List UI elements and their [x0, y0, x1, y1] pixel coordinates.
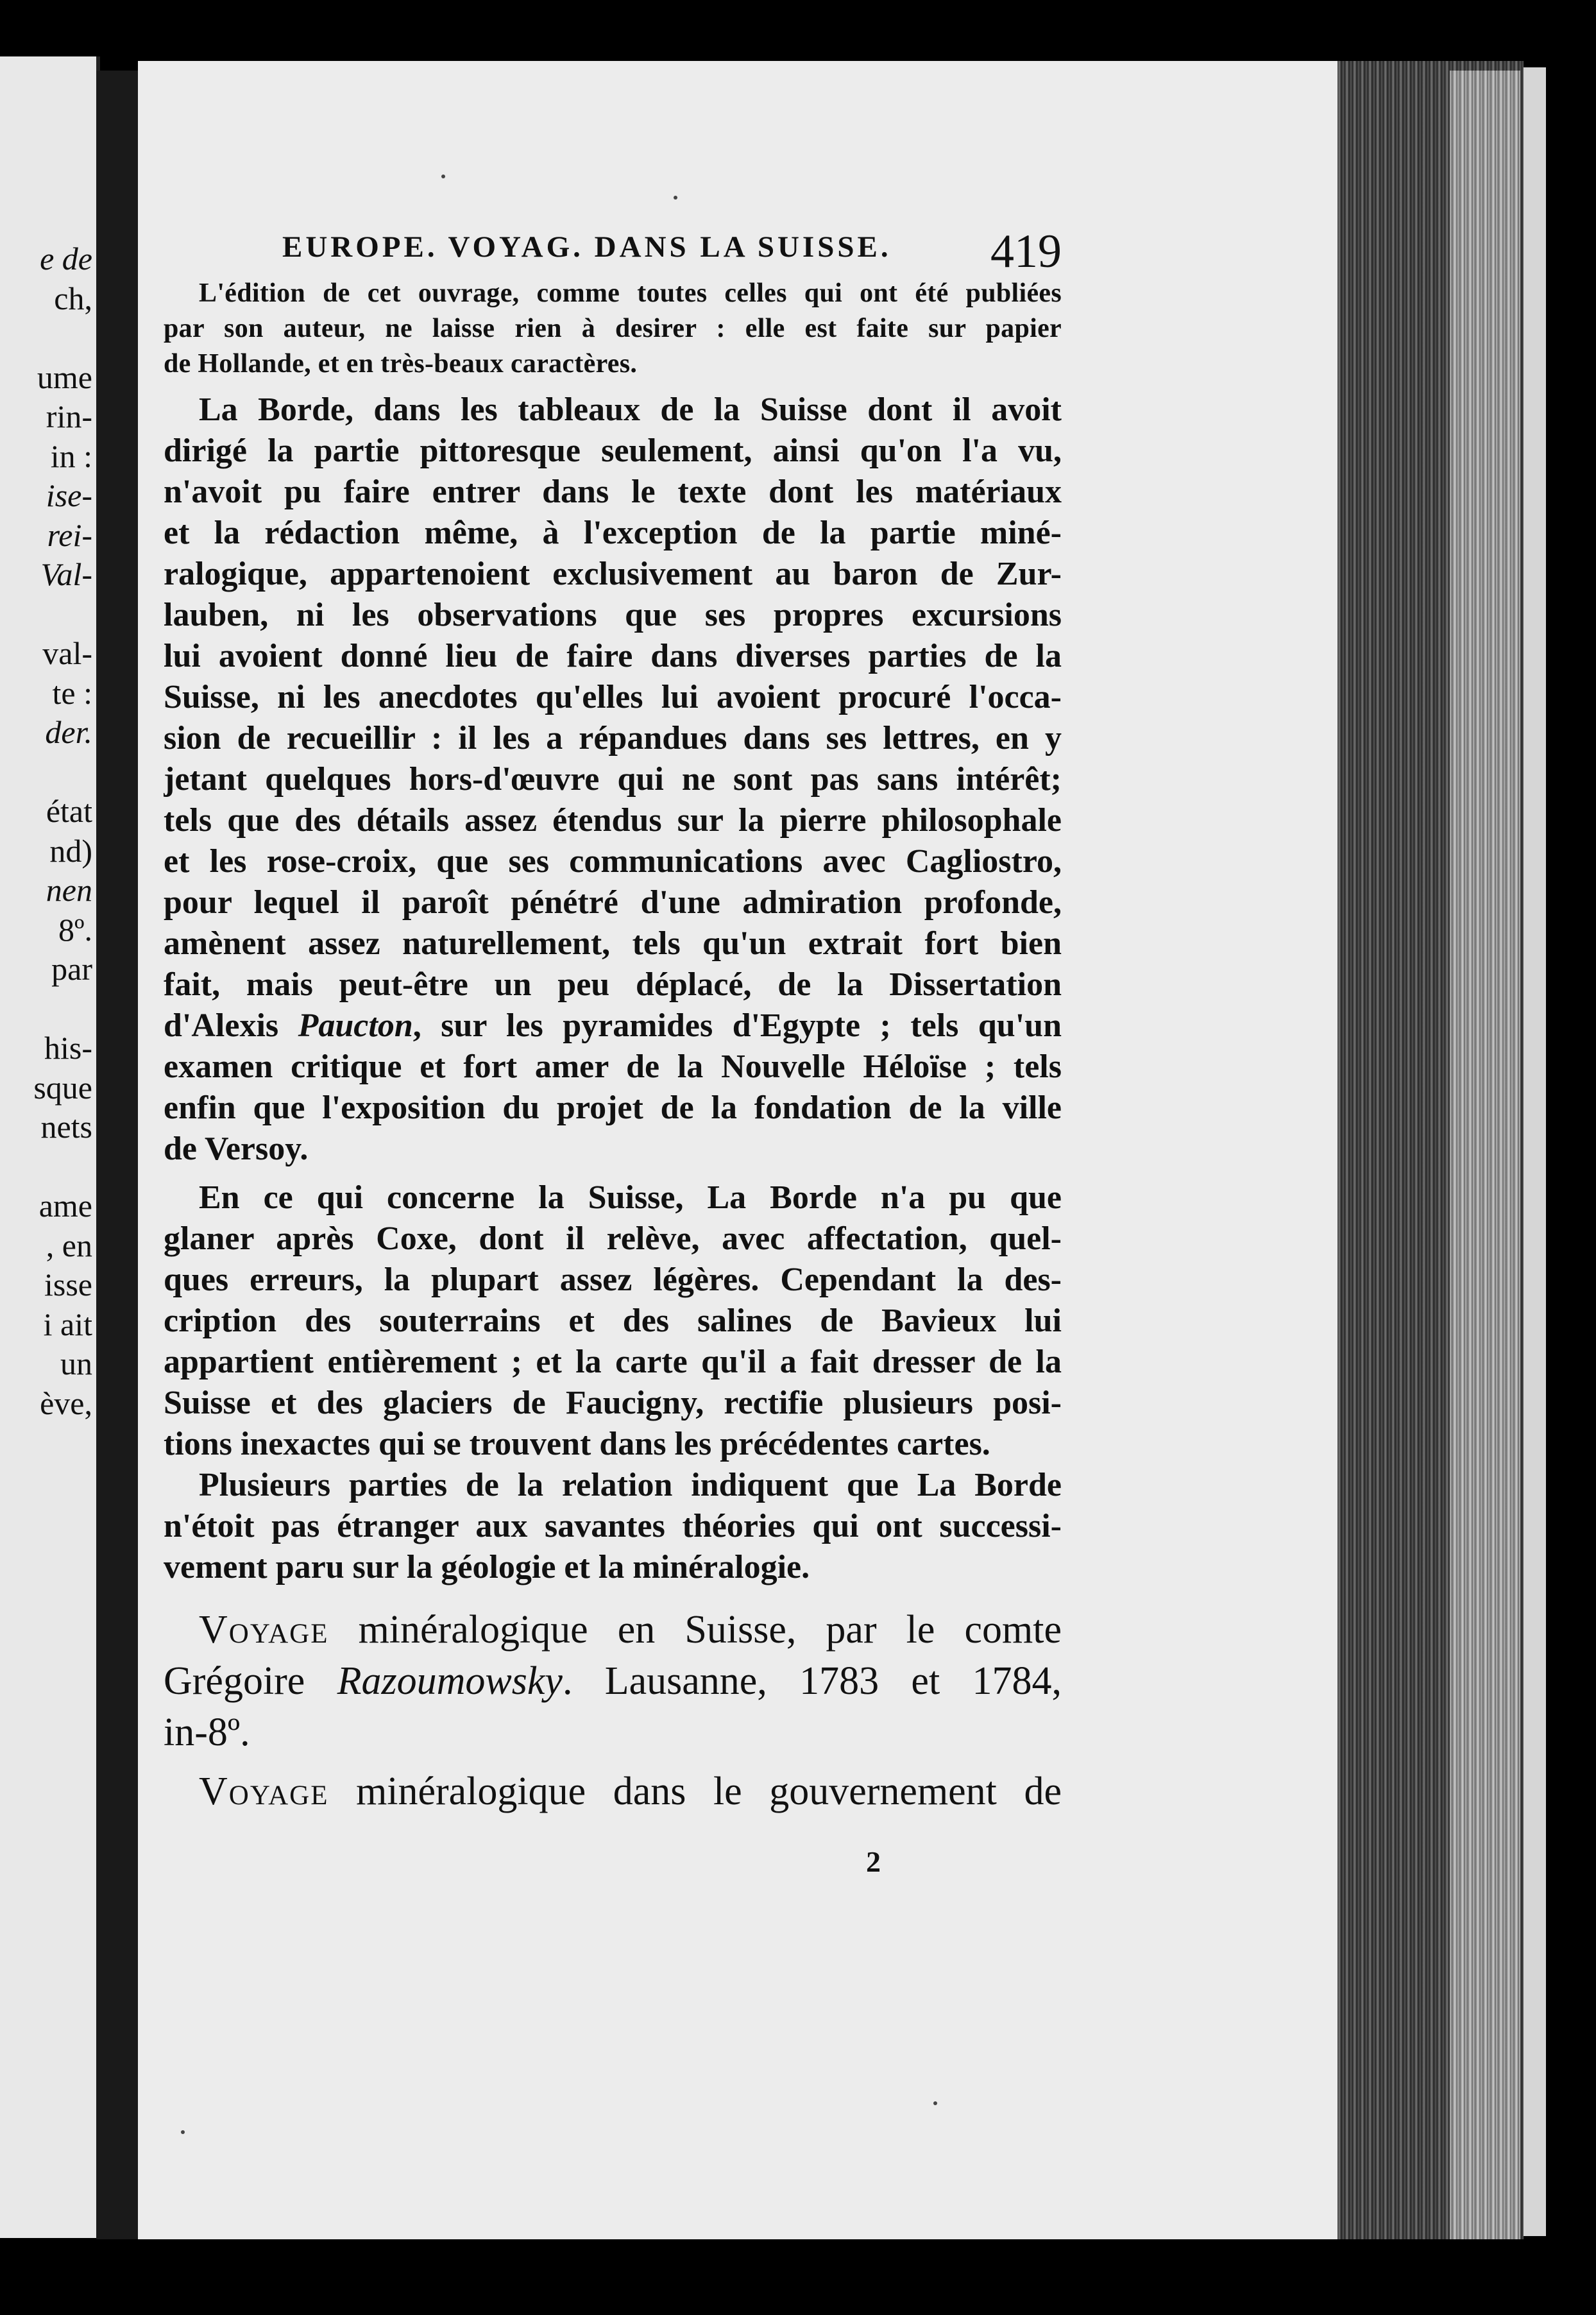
entry-razoumowsky-line2: Grégoire Razoumowsky. Lausanne, 1783 et 1784,: [164, 1659, 1062, 1703]
paragraph-la-borde: [164, 389, 1062, 1005]
left-page-fragment: der.: [45, 714, 92, 750]
left-page-fragment: rei-: [47, 517, 92, 553]
page-number: 419: [990, 225, 1062, 278]
text-line: jetant quelques hors-d'œuvre qui ne sont pas sans intérêt;: [164, 761, 1062, 798]
voyage-smallcaps: Voyage: [199, 1770, 329, 1813]
text-line: glaner après Coxe, dont il relève, avec affectation, quel-: [164, 1220, 1062, 1257]
text-line: En ce qui concerne la Suisse, La Borde n'a pu que: [199, 1179, 1062, 1216]
left-page-fragment: 8º.: [58, 911, 92, 948]
text-line: lui avoient donné lieu de faire dans diverses parties de la: [164, 638, 1062, 674]
text-line: enfin que l'exposition du projet de la fondation de la ville: [164, 1089, 1062, 1126]
left-page-fragment: ch,: [54, 280, 92, 316]
text-line: L'édition de cet ouvrage, comme toutes celles qui ont été publiées: [199, 278, 1062, 308]
left-page-fragment: état: [46, 793, 92, 829]
text-line: ques erreurs, la plupart assez légères. Cependant la des-: [164, 1261, 1062, 1298]
text-line: de Versoy.: [164, 1131, 309, 1167]
text-line: La Borde, dans les tableaux de la Suisse dont il avoit: [199, 391, 1062, 428]
text-line: de Hollande, et en très-beaux caractères.: [164, 349, 638, 379]
text-line: tels que des détails assez étendus sur la pierre philosophale: [164, 802, 1062, 839]
author-name-paucton: Paucton: [298, 1007, 413, 1044]
text-line-alexis: d'Alexis Paucton, sur les pyramides d'Egypte ; tels qu'un: [164, 1007, 1062, 1044]
left-page-fragment: his-: [44, 1030, 92, 1066]
running-head: EUROPE. VOYAG. DANS LA SUISSE.: [282, 230, 892, 264]
left-page-fragment: val-: [42, 635, 92, 671]
book-cover-edge: [1524, 67, 1546, 2236]
text-line: vement paru sur la géologie et la minéralogie.: [164, 1549, 810, 1585]
paper-speck: [674, 196, 677, 200]
author-name-razoumowsky: Razoumowsky: [337, 1659, 563, 1703]
left-page-fragment: ise-: [46, 477, 92, 513]
left-page-fragment: Val-: [40, 556, 92, 592]
left-page-fragment: i ait: [43, 1306, 92, 1342]
text-line: Suisse, ni les anecdotes qu'elles lui avoient procuré l'occa-: [164, 679, 1062, 715]
signature-mark: 2: [866, 1845, 881, 1878]
entry-razoumowsky-line3: in-8º.: [164, 1711, 250, 1754]
paragraph-suisse: [164, 1177, 1062, 1465]
left-page-fragment: sque: [33, 1069, 92, 1106]
entry-razoumowsky-line1: Voyage minéralogique en Suisse, par le comte: [199, 1608, 1062, 1652]
paper-speck: [441, 175, 445, 178]
text-line: examen critique et fort amer de la Nouvelle Héloïse ; tels: [164, 1048, 1062, 1085]
left-page-fragment: ume: [37, 359, 92, 395]
text-line: cription des souterrains et des salines de Bavieux lui: [164, 1303, 1062, 1339]
text-line: n'avoit pu faire entrer dans le texte dont les matériaux: [164, 474, 1062, 510]
book-gutter: [96, 71, 138, 2239]
left-page-fragment: te :: [52, 674, 92, 711]
left-page-fragment: un: [60, 1345, 92, 1381]
entry-gouvernement-line1: Voyage minéralogique dans le gouvernement de: [199, 1770, 1062, 1813]
text-line: pour lequel il paroît pénétré d'une admiration profonde,: [164, 884, 1062, 921]
text-line: ralogique, appartenoient exclusivement au baron de Zur-: [164, 556, 1062, 592]
text-line: fait, mais peut-être un peu déplacé, de la Dissertation: [164, 966, 1062, 1003]
text-line: par son auteur, ne laisse rien à desirer : elle est faite sur papier: [164, 314, 1062, 343]
text-line: et les rose-croix, que ses communications avec Cagliostro,: [164, 843, 1062, 880]
left-page-fragment: in :: [50, 438, 92, 474]
text-line: appartient entièrement ; et la carte qu'il a fait dresser de la: [164, 1344, 1062, 1380]
page-edges-light: [1450, 71, 1520, 2239]
paragraph-geologie: [164, 1465, 1062, 1588]
paper-speck: [181, 2130, 185, 2134]
left-page-fragment: par: [51, 951, 92, 987]
left-page-fragment: nen: [46, 872, 92, 908]
page-body: [164, 276, 1062, 1817]
left-page-fragment: e de: [40, 241, 92, 277]
text-line: sion de recueillir : il les a répandues dans ses lettres, en y: [164, 720, 1062, 756]
left-page-fragment: nd): [49, 832, 92, 869]
left-page-fragment: , en: [46, 1227, 92, 1263]
paragraph-la-borde-end: [164, 1046, 1062, 1170]
text-line: lauben, ni les observations que ses propres excursions: [164, 597, 1062, 633]
left-page-fragment: ève,: [40, 1385, 92, 1421]
left-facing-page: [0, 56, 100, 2238]
text-line: et la rédaction même, à l'exception de la partie miné-: [164, 515, 1062, 551]
voyage-smallcaps: Voyage: [199, 1608, 329, 1652]
text-line: Plusieurs parties de la relation indiquent que La Borde: [199, 1467, 1062, 1503]
paper-speck: [933, 2101, 937, 2105]
page-header: [282, 225, 1062, 282]
left-page-fragment: rin-: [46, 398, 92, 434]
text-line: amènent assez naturellement, tels qu'un extrait fort bien: [164, 925, 1062, 962]
text-line: tions inexactes qui se trouvent dans les précédentes cartes.: [164, 1426, 990, 1462]
left-page-fragment: ame: [38, 1188, 92, 1224]
left-page-fragment: nets: [40, 1109, 92, 1145]
footnote-block: [164, 276, 1062, 382]
left-page-fragment: isse: [44, 1267, 92, 1303]
text-line: n'étoit pas étranger aux savantes théories qui ont successi-: [164, 1508, 1062, 1544]
text-line: dirigé la partie pittoresque seulement, ainsi qu'on l'a vu,: [164, 432, 1062, 469]
text-line: Suisse et des glaciers de Faucigny, rectifie plusieurs posi-: [164, 1385, 1062, 1421]
